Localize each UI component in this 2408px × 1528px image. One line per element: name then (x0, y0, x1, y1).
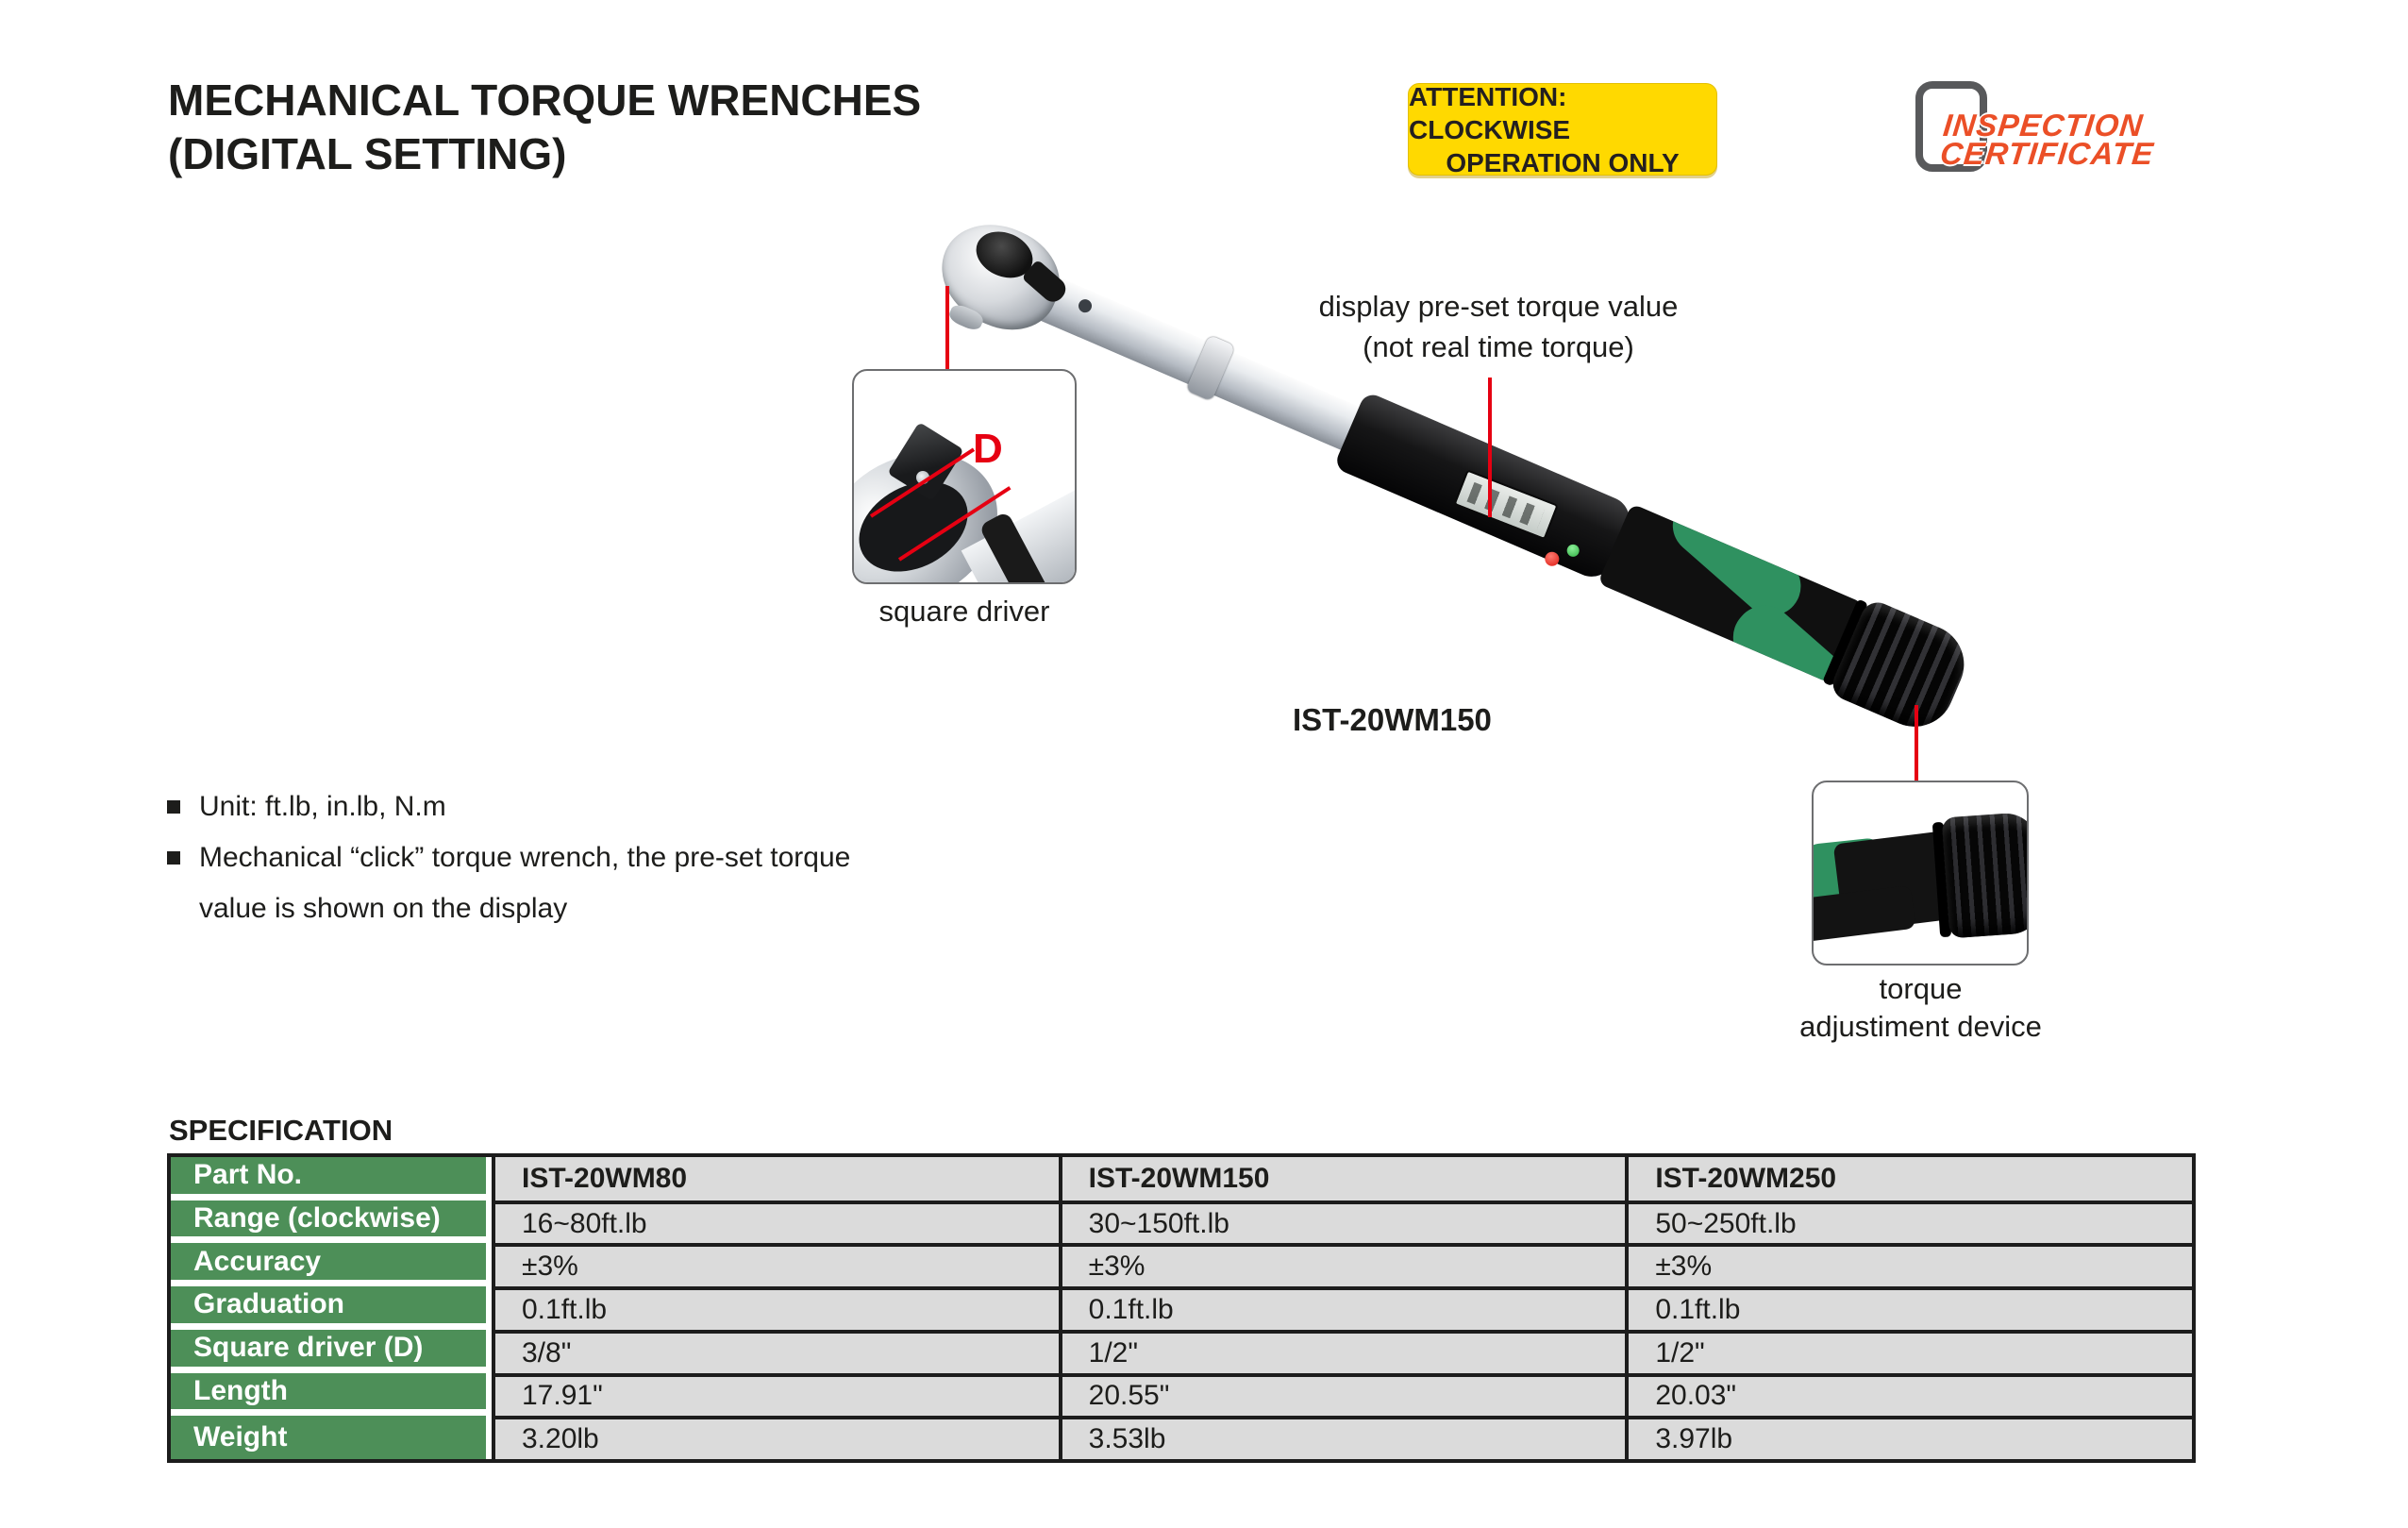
dimension-label: D (973, 426, 1003, 472)
attention-line1: ATTENTION: CLOCKWISE (1409, 81, 1571, 144)
spec-row-label: Weight (171, 1416, 492, 1459)
feature-item: Mechanical “click” torque wrench, the pre-set torque value is shown on the display (165, 832, 854, 934)
spec-cell: 3.20lb (492, 1416, 1059, 1459)
page-title (168, 74, 921, 181)
spec-cell: 3.53lb (1059, 1416, 1626, 1459)
spec-cell: 1/2" (1625, 1330, 2192, 1373)
spec-cell: IST-20WM80 (492, 1157, 1059, 1201)
spec-cell: 20.03" (1625, 1373, 2192, 1417)
square-driver-label: square driver (878, 595, 1050, 628)
certificate-text (1938, 108, 2158, 171)
specification-heading: SPECIFICATION (169, 1114, 393, 1147)
spec-cell: 3/8" (492, 1330, 1059, 1373)
spec-cell: IST-20WM250 (1625, 1157, 2192, 1201)
page-title-line2: (DIGITAL SETTING) (168, 129, 567, 178)
torque-adjust-label (1786, 970, 2055, 1046)
callout-line-adjust (1915, 705, 1918, 782)
torque-adjust-inset (1812, 781, 2029, 965)
spec-cell: ±3% (492, 1243, 1059, 1286)
model-label: IST-20WM150 (1293, 702, 1492, 737)
spec-cell: 0.1ft.lb (492, 1286, 1059, 1330)
callout-line-square-driver (945, 286, 949, 370)
certificate-line2: CERTIFICATE (1938, 136, 2156, 171)
torque-adjust-line2: adjustiment device (1799, 1010, 2042, 1043)
spec-cell: ±3% (1059, 1243, 1626, 1286)
certificate-line1: INSPECTION (1941, 108, 2146, 143)
attention-line2: OPERATION ONLY (1446, 147, 1680, 177)
spec-row-label: Accuracy (171, 1243, 492, 1286)
spec-row-label: Part No. (171, 1157, 492, 1201)
specification-table (167, 1153, 2196, 1463)
spec-cell: 50~250ft.lb (1625, 1201, 2192, 1244)
spec-row-label: Square driver (D) (171, 1330, 492, 1373)
spec-cell: ±3% (1625, 1243, 2192, 1286)
torque-adjust-line1: torque (1879, 972, 1963, 1005)
inspection-certificate-logo (1915, 81, 2199, 176)
callout-line-display (1488, 378, 1492, 517)
spec-row-label: Range (clockwise) (171, 1201, 492, 1244)
feature-item: Unit: ft.lb, in.lb, N.m (165, 781, 854, 832)
spec-row-label: Length (171, 1373, 492, 1417)
spec-cell: IST-20WM150 (1059, 1157, 1626, 1201)
spec-cell: 17.91" (492, 1373, 1059, 1417)
attention-banner (1408, 83, 1717, 176)
spec-cell: 3.97lb (1625, 1416, 2192, 1459)
adjust-knob-illustration (1942, 812, 2029, 939)
display-callout (1281, 286, 1715, 367)
feature-list (165, 781, 854, 934)
spec-cell: 20.55" (1059, 1373, 1626, 1417)
display-callout-line2: (not real time torque) (1363, 330, 1634, 363)
page-title-line1: MECHANICAL TORQUE WRENCHES (168, 76, 922, 125)
wrench-grip (1597, 503, 1865, 683)
spec-cell: 16~80ft.lb (492, 1201, 1059, 1244)
spec-cell: 0.1ft.lb (1059, 1286, 1626, 1330)
spec-cell: 30~150ft.lb (1059, 1201, 1626, 1244)
display-callout-line1: display pre-set torque value (1318, 290, 1679, 323)
square-driver-inset (852, 369, 1077, 584)
grip-green-band (1661, 503, 1813, 628)
spec-cell: 0.1ft.lb (1625, 1286, 2192, 1330)
spec-cell: 1/2" (1059, 1330, 1626, 1373)
spec-row-label: Graduation (171, 1286, 492, 1330)
